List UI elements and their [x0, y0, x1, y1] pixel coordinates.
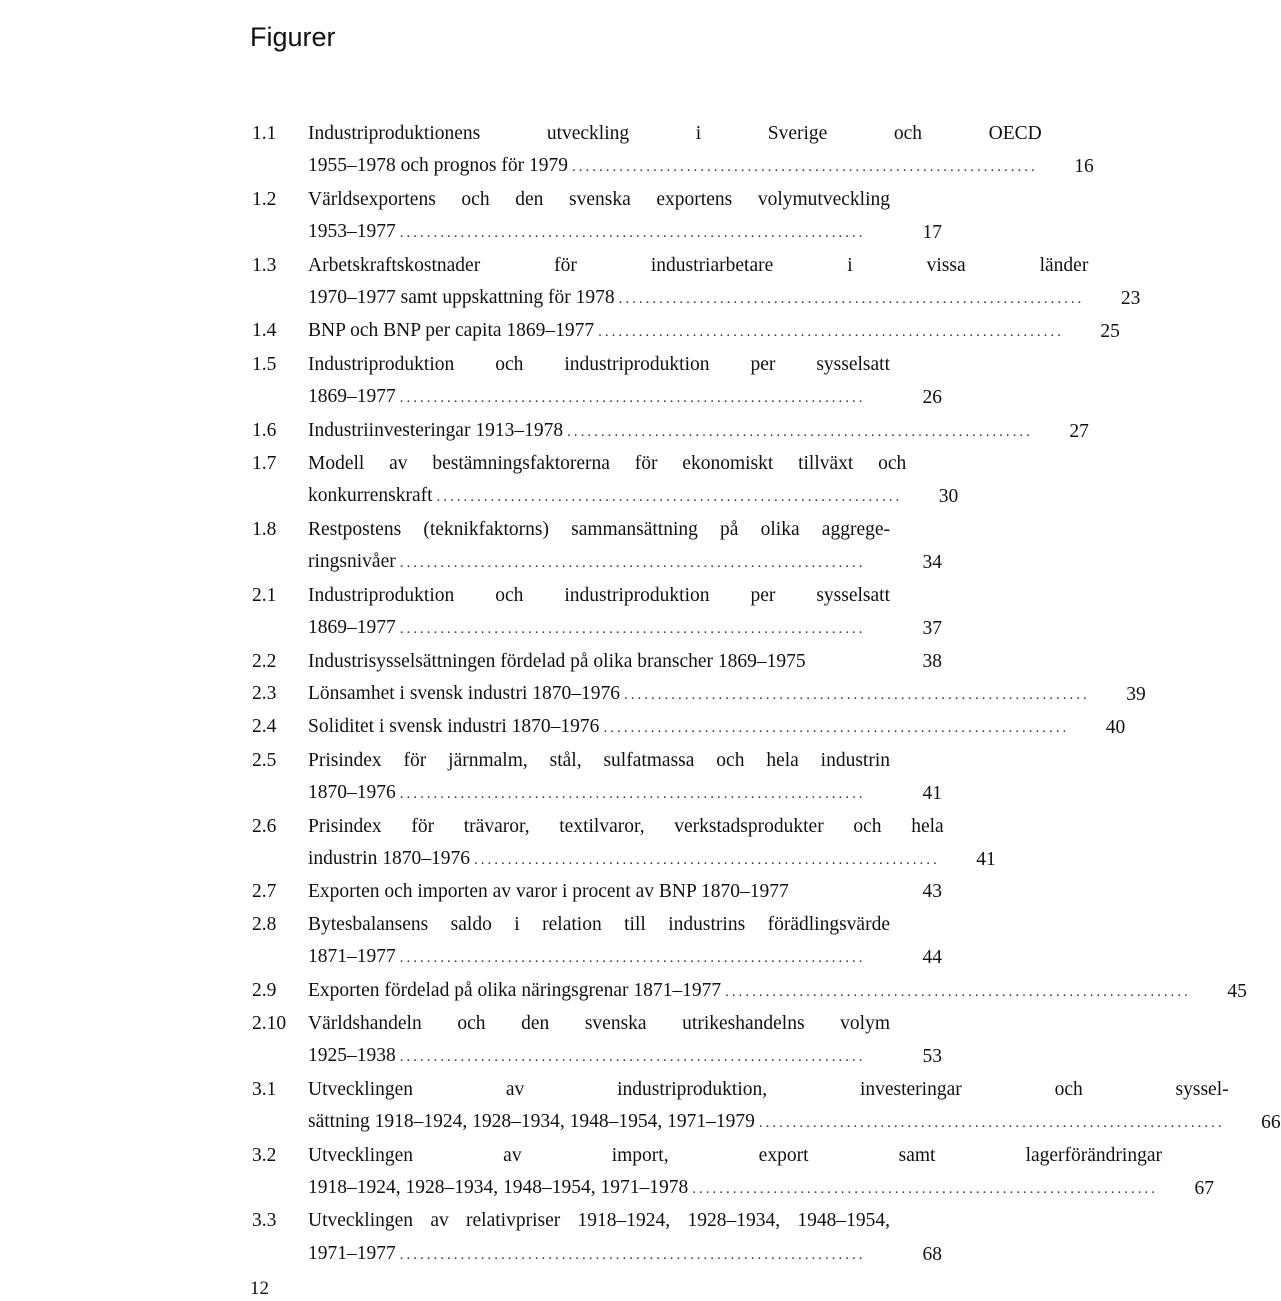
figure-caption-line: 1869–1977	[308, 617, 396, 639]
figure-entry	[252, 711, 1126, 744]
dot-leader: .....................................................................	[399, 1049, 866, 1066]
figure-caption-line: Utvecklingen av import, export samt lagerförändringar	[308, 1144, 1162, 1166]
figure-number: 3.1	[252, 1078, 277, 1100]
figure-caption-line: Industriinvesteringar 1913–1978	[308, 419, 564, 441]
page-reference: 23	[1120, 288, 1141, 310]
page-reference: 25	[1100, 321, 1120, 343]
figure-entry	[252, 514, 942, 580]
dot-leader: .....................................................................	[692, 1181, 1158, 1197]
page-reference: 67	[1194, 1178, 1214, 1199]
figure-caption-line: 1918–1924, 1928–1934, 1948–1954, 1971–1978	[308, 1177, 689, 1198]
figure-entry	[252, 315, 1120, 348]
figure-caption-line: Soliditet i svensk industri 1870–1976	[308, 716, 600, 738]
page-reference: 30	[938, 486, 959, 508]
figure-entry	[252, 646, 942, 678]
dot-leader: .....................................................................	[399, 621, 866, 638]
dot-leader: .....................................................................	[598, 324, 1064, 341]
figure-number: 2.5	[252, 749, 277, 771]
figure-caption-line: Industriproduktion och industriproduktion per sysselsatt	[308, 584, 890, 606]
dot-leader: .....................................................................	[618, 291, 1085, 308]
figure-number: 2.3	[252, 682, 277, 704]
page-reference: 39	[1126, 683, 1146, 705]
figure-number: 1.5	[252, 353, 277, 375]
page-reference: 38	[922, 650, 942, 672]
page-reference: 41	[922, 783, 942, 805]
figure-caption-line: Exporten fördelad på olika näringsgrenar 1871–1977	[308, 979, 722, 1001]
dot-leader: .....................................................................	[399, 555, 866, 572]
figure-entry	[252, 184, 942, 250]
dot-leader: .....................................................................	[567, 423, 1033, 440]
dot-leader: .....................................................................	[399, 786, 866, 803]
figure-entry	[252, 876, 942, 908]
figure-number: 2.1	[252, 584, 277, 606]
figure-caption-line: 1971–1977	[308, 1242, 396, 1264]
figure-entry	[252, 415, 1089, 448]
figure-list	[252, 118, 1281, 1271]
page-reference: 17	[922, 222, 942, 244]
dot-leader: .....................................................................	[473, 851, 940, 868]
figure-number: 2.10	[252, 1012, 287, 1034]
figure-number: 2.2	[252, 650, 277, 672]
figure-caption-line: 1871–1977	[308, 946, 396, 968]
figure-caption-line: 1925–1938	[308, 1045, 396, 1067]
page-reference: 37	[922, 618, 942, 640]
page-reference: 68	[922, 1243, 942, 1265]
figure-number: 3.2	[252, 1144, 277, 1166]
figure-caption-line: Prisindex för järnmalm, stål, sulfatmassa och hela industrin	[308, 749, 890, 771]
figure-caption-line: Lönsamhet i svensk industri 1870–1976	[308, 682, 620, 704]
figure-entry	[252, 811, 996, 877]
page-reference: 53	[922, 1046, 942, 1068]
figure-caption-line: Industriproduktion och industriproduktion per sysselsatt	[308, 353, 890, 375]
page-reference: 43	[922, 881, 942, 903]
figure-caption-line: Bytesbalansens saldo i relation till industrins förädlingsvärde	[308, 913, 890, 935]
page-reference: 40	[1105, 717, 1126, 739]
figure-number: 2.8	[252, 913, 277, 935]
figure-entry	[252, 1008, 942, 1074]
page-number: 12	[250, 1278, 269, 1299]
dot-leader: .....................................................................	[436, 489, 903, 506]
page-title: Figurer	[250, 22, 336, 52]
dot-leader: .....................................................................	[399, 225, 866, 242]
figure-number: 2.7	[252, 881, 277, 903]
figure-number: 2.9	[252, 979, 277, 1001]
figure-number: 2.6	[252, 815, 277, 837]
page-reference: 41	[976, 848, 996, 870]
figure-caption-line: Industrisysselsättningen fördelad på olika branscher 1869–1975	[308, 650, 806, 672]
figure-caption-line: industrin 1870–1976	[308, 847, 470, 869]
figure-number: 1.1	[252, 123, 277, 144]
page-reference: 45	[1227, 980, 1247, 1002]
figure-caption-line: Utvecklingen av industriproduktion, investeringar och syssel-	[308, 1078, 1229, 1100]
figure-entry	[252, 909, 942, 975]
figure-caption-line: 1953–1977	[308, 221, 396, 243]
figure-entry	[252, 580, 942, 646]
figure-entry	[252, 1074, 1281, 1140]
page-reference: 66	[1261, 1112, 1281, 1134]
figure-caption-line: BNP och BNP per capita 1869–1977	[308, 320, 595, 342]
figure-caption-line: 1870–1976	[308, 782, 396, 804]
figure-caption-line: 1869–1977	[308, 386, 396, 408]
figure-number: 1.8	[252, 518, 277, 540]
page-reference: 26	[922, 387, 942, 409]
page-reference: 44	[922, 947, 942, 969]
figure-caption-line: Världshandeln och den svenska utrikeshandelns volym	[308, 1012, 890, 1034]
dot-leader: .....................................................................	[758, 1115, 1225, 1132]
figure-caption-line: Världsexportens och den svenska exportens volymutveckling	[308, 188, 890, 210]
figure-number: 3.3	[252, 1210, 277, 1232]
figure-caption-line: Modell av bestämningsfaktorerna för ekonomiskt tillväxt och	[308, 453, 907, 475]
figure-entry	[252, 448, 959, 514]
page-reference: 34	[922, 552, 942, 574]
figure-entry	[252, 1140, 1214, 1206]
dot-leader: .....................................................................	[571, 159, 1038, 176]
figure-number: 1.2	[252, 188, 277, 210]
figure-number: 1.6	[252, 419, 277, 441]
dot-leader: .....................................................................	[603, 720, 1070, 737]
figure-caption-line: Arbetskraftskostnader för industriarbetare i vissa länder	[308, 254, 1089, 276]
figure-caption-line: Industriproduktionens utveckling i Sverige och OECD	[308, 123, 1042, 144]
page-reference: 16	[1074, 156, 1094, 178]
figure-caption-line: Prisindex för trävaror, textilvaror, verkstadsprodukter och hela	[308, 815, 944, 837]
figure-number: 1.7	[252, 453, 277, 475]
figure-caption-line: ringsnivåer	[308, 551, 396, 573]
figure-caption-line: konkurrenskraft	[308, 485, 433, 507]
figure-number: 1.4	[252, 320, 277, 342]
figure-entry	[252, 678, 1146, 711]
figure-entry	[252, 250, 1141, 316]
figure-caption-line: sättning 1918–1924, 1928–1934, 1948–1954, 1971–1979	[308, 1111, 755, 1133]
figure-caption-line: Utvecklingen av relativpriser 1918–1924, 1928–1934, 1948–1954,	[308, 1210, 890, 1232]
figure-entry	[252, 1205, 942, 1271]
figure-entry	[252, 975, 1247, 1008]
figure-entry	[252, 349, 942, 415]
figure-caption-line: 1955–1978 och prognos för 1979	[308, 155, 568, 177]
figure-number: 2.4	[252, 716, 277, 738]
dot-leader: .....................................................................	[725, 983, 1191, 1000]
figure-entry	[252, 118, 1094, 184]
dot-leader: .....................................................................	[399, 1246, 866, 1263]
dot-leader: .....................................................................	[399, 390, 866, 407]
figure-caption-line: Restpostens (teknikfaktorns) sammansättning på olika aggrege-	[308, 518, 890, 540]
figure-caption-line: Exporten och importen av varor i procent av BNP 1870–1977	[308, 881, 789, 903]
figure-number: 1.3	[252, 254, 277, 276]
figure-caption-line: 1970–1977 samt uppskattning för 1978	[308, 287, 615, 309]
figure-entry	[252, 745, 942, 811]
page-reference: 27	[1069, 420, 1089, 442]
dot-leader: .....................................................................	[399, 950, 866, 967]
dot-leader: .....................................................................	[623, 686, 1090, 703]
